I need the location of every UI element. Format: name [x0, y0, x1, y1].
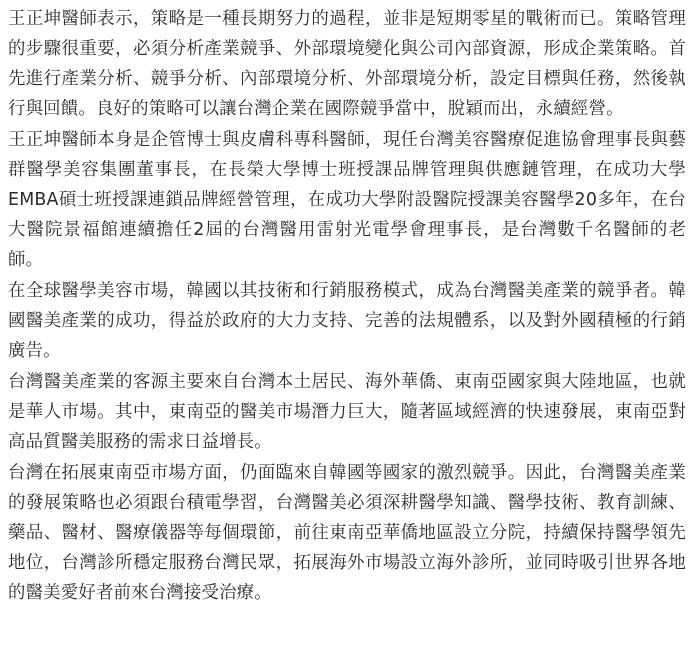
paragraph-customer-sources: 台灣醫美產業的客源主要來自台灣本土居民、海外華僑、東南亞國家與大陸地區，也就是華人市場。其中，東南亞的醫美市場潛力巨大，隨著區域經濟的快速發展，東南亞對高品質醫美服務的需求日益增長。: [8, 372, 686, 452]
paragraph-southeast-asia-strategy: 台灣在拓展東南亞市場方面，仍面臨來自韓國等國家的激烈競爭。因此，台灣醫美產業的發展策略也必須跟台積電學習，台灣醫美必須深耕醫學知識、醫學技術、教育訓練、藥品、醫材、醫療儀器等每個環節，前往東南亞華僑地區設立分院，持續保持醫學領先地位，台灣診所穩定服務台灣民眾，拓展海外市場設立海外診所，並同時吸引世界各地的醫美愛好者前來台灣接受治療。: [8, 463, 686, 603]
paragraph-strategy: 王正坤醫師表示，策略是一種長期努力的過程，並非是短期零星的戰術而已。策略管理的步驟很重要，必須分析產業競爭、外部環境變化與公司內部資源，形成企業策略。首先進行產業分析、競爭分析、內部環境分析、外部環境分析，設定目標與任務，然後執行與回饋。良好的策略可以讓台灣企業在國際競爭當中，脫穎而出，永續經營。: [8, 9, 686, 119]
paragraph-korea-competition: 在全球醫學美容市場，韓國以其技術和行銷服務模式，成為台灣醫美產業的競爭者。韓國醫美產業的成功，得益於政府的大力支持、完善的法規體系，以及對外國積極的行銷廣告。: [8, 281, 686, 361]
paragraph-biography: 王正坤醫師本身是企管博士與皮膚科專科醫師，現任台灣美容醫療促進協會理事長與藝群醫學美容集團董事長，在長榮大學博士班授課品牌管理與供應鏈管理，在成功大學EMBA碩士班授課連鎖品牌經營管理，在成功大學附設醫院授課美容醫學20多年，在台大醫院景福館連續擔任2屆的台灣醫用雷射光電學會理事長，是台灣數千名醫師的老師。: [8, 130, 686, 270]
